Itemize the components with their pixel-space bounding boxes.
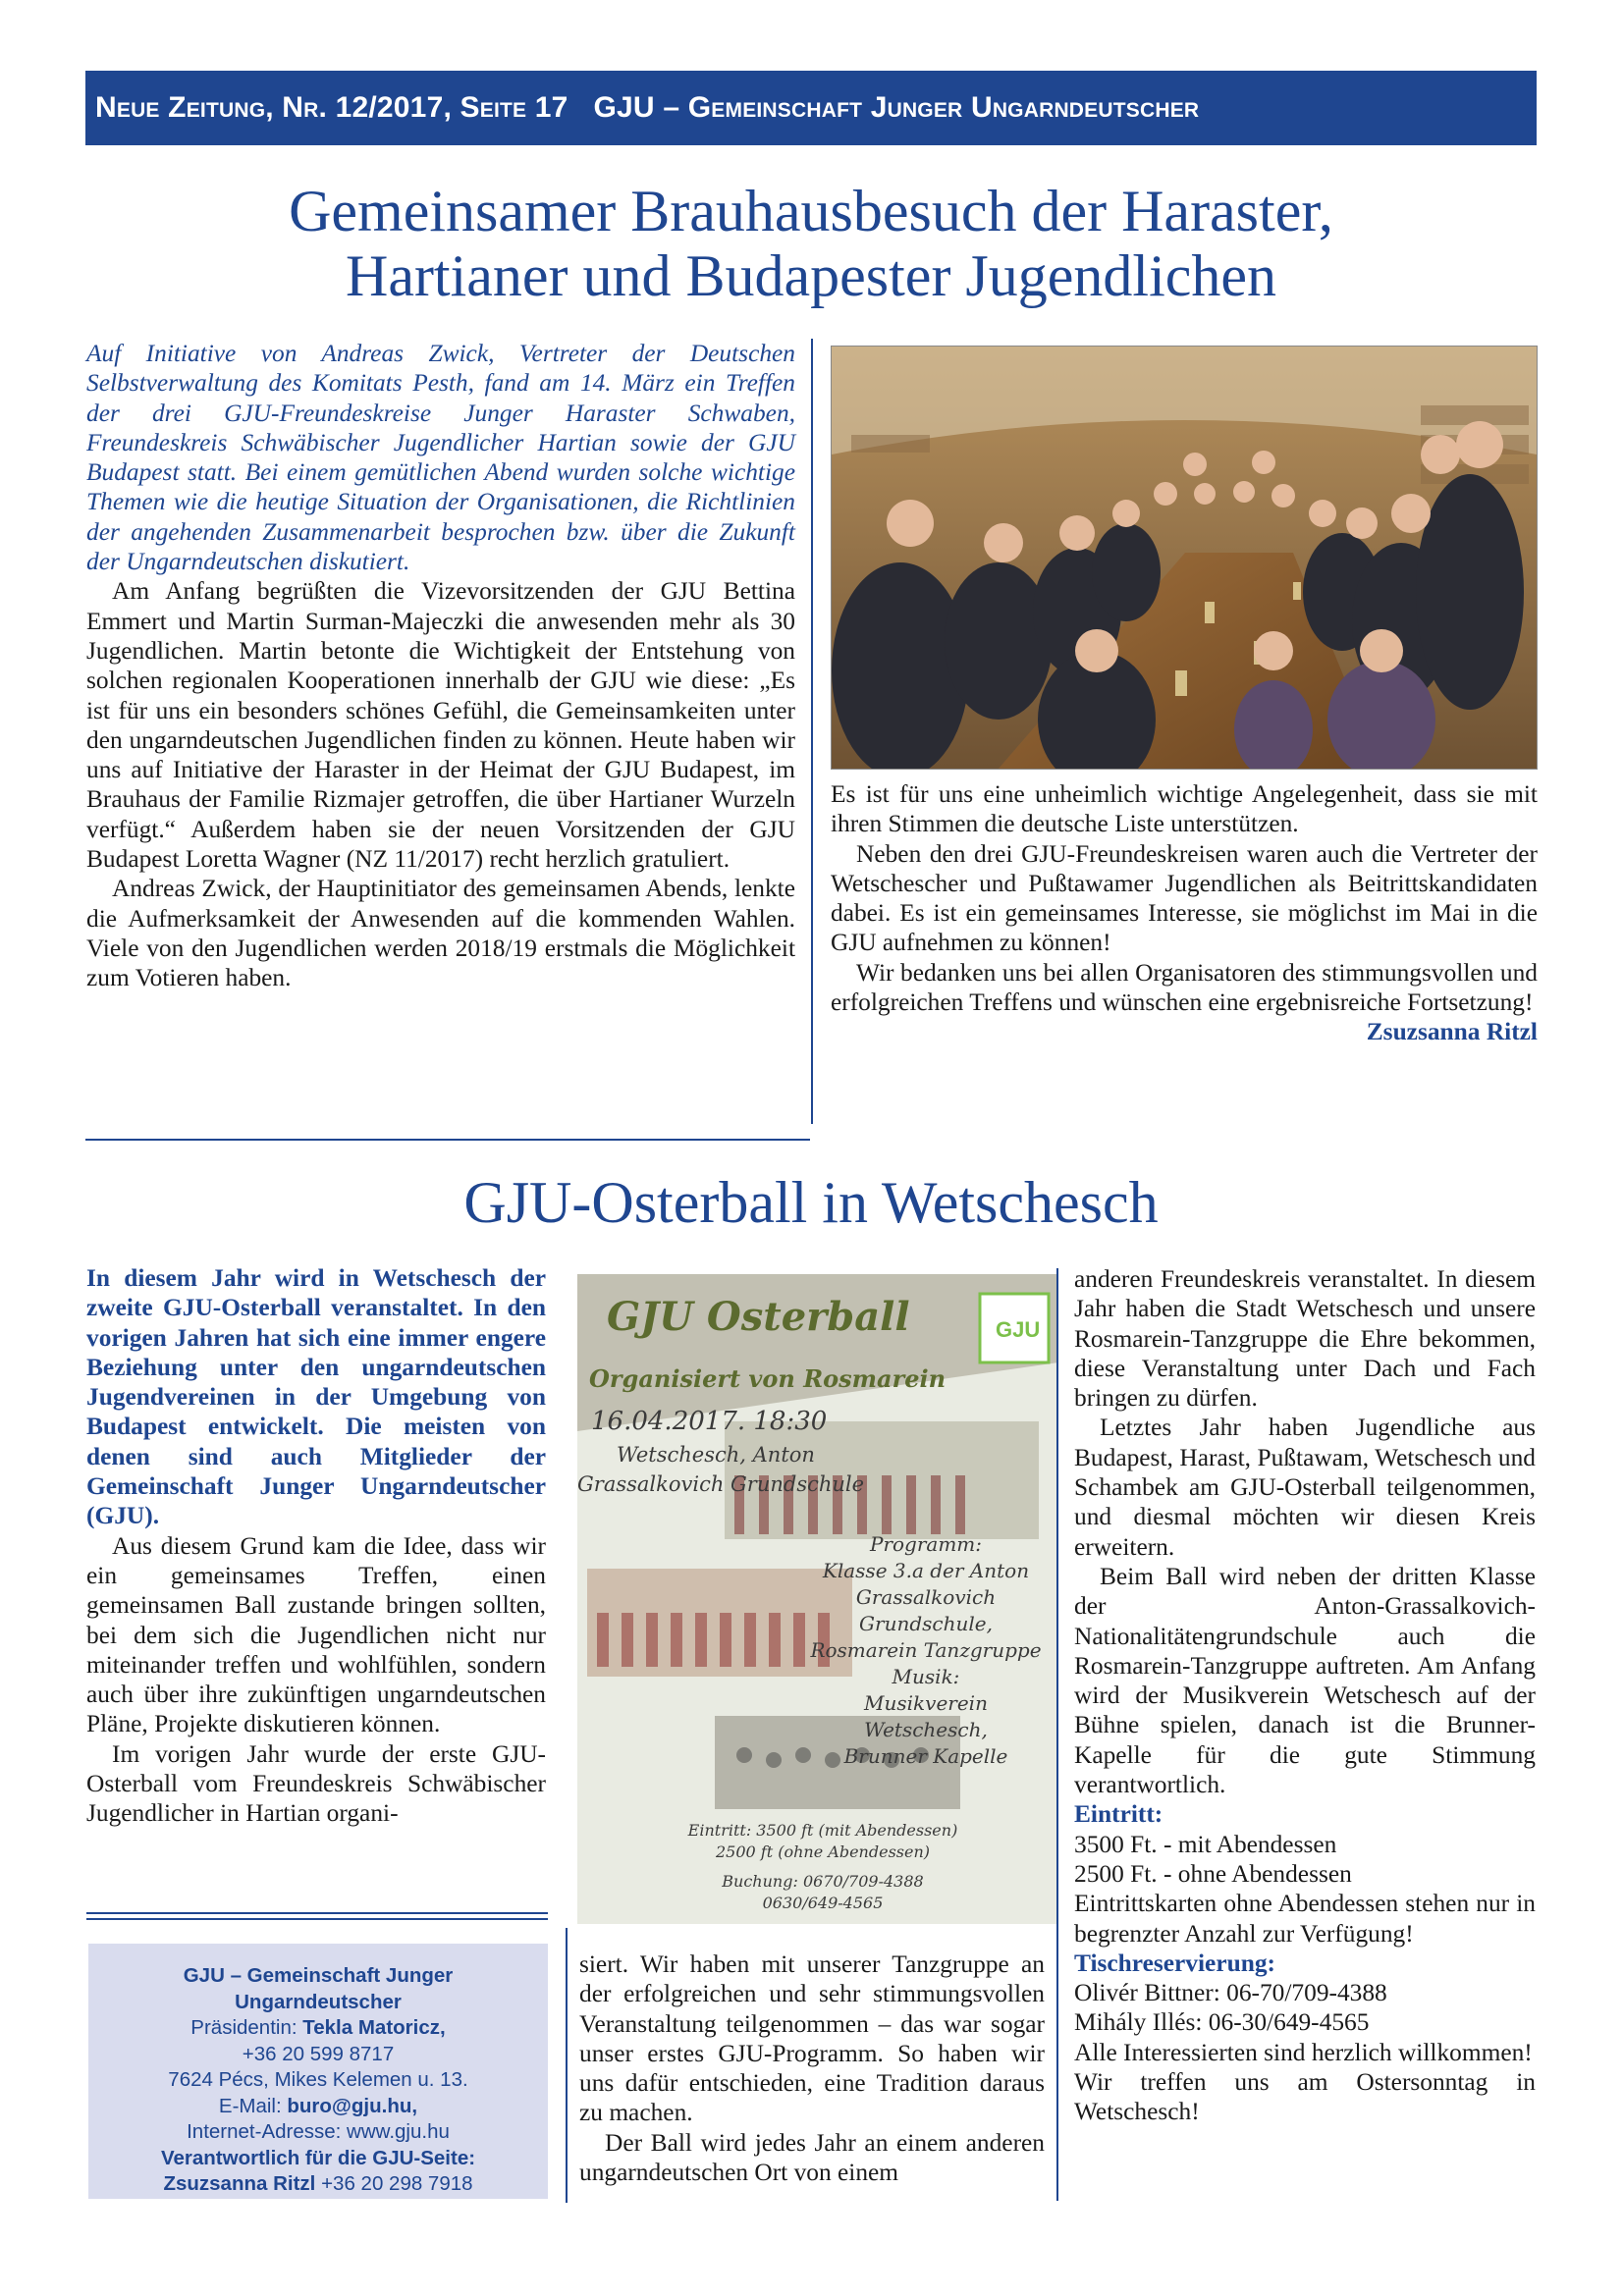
president-label: Präsidentin: bbox=[190, 2016, 303, 2039]
poster-program-item: Grassalkovich Grundschule, bbox=[855, 1585, 997, 1635]
email-label: E-Mail: bbox=[218, 2094, 288, 2117]
article1-paragraph: Am Anfang begrüßten die Vizevorsitzenden der GJU Bettina Emmert und Martin Surman-Majeczki die anwesenden mehr als 30 Jugendlichen. Martin betonte die Wichtigkeit der Entstehung von solchen regionalen Kooperationen innerhalb der GJU wie diese: „Es ist für uns ein besonders schönes Gefühl, die Gemeinsamkeiten unter den ungarndeutschen Jugendlichen finden zu können. Heute haben wir uns auf Initiative der Haraster in der Heimat der GJU Budapest, im Brauhaus der Familie Rizmajer getroffen, die über Hartianer Wurzeln verfügt.“ Außerdem haben sie der neuen Vorsitzenden der GJU Budapest Loretta Wagner (NZ 11/2017) recht herzlich gratuliert. bbox=[86, 577, 795, 874]
poster-place: Wetschesch, Anton bbox=[617, 1443, 815, 1467]
article1-paragraph: Andreas Zwick, der Hauptinitiator des gemeinsamen Abends, lenkte die Aufmerksamkeit der Anwesenden auf die kommenden Wahlen. Viele von den Jugendlichen werden 2018/19 erstmals die Möglichkeit zum Votieren haben. bbox=[86, 875, 795, 992]
reservation-label: Tischreservierung: bbox=[1074, 1949, 1275, 1977]
article2-paragraph: anderen Freundeskreis veranstaltet. In diesem Jahr haben die Stadt Wetschesch und unsere Rosmarein-Tanzgruppe die Ehre bekommen, diese Veranstaltung unter Dach und Fach bringen zu dürfen. bbox=[1074, 1265, 1536, 1413]
org-name: Ungarndeutscher bbox=[235, 1990, 402, 2013]
article2-paragraph: Im vorigen Jahr wurde der erste GJU-Osterball vom Freundeskreis Schwäbischer Jugendlicher in Hartian organi- bbox=[86, 1739, 546, 1828]
poster-place: Grassalkovich Grundschule bbox=[577, 1472, 865, 1496]
article2-paragraph: siert. Wir haben mit unserer Tanzgruppe an der erfolgreichen und sehr stimmungsvollen Veranstaltung teilgenommen – das war sogar unser erstes GJU-Programm. So haben wir uns dafür entschieden, eine Tradition daraus zu machen. bbox=[579, 1950, 1045, 2127]
poster-program-label: Programm: bbox=[869, 1532, 982, 1556]
responsible-label: Verantwortlich für die GJU-Seite: bbox=[160, 2146, 476, 2169]
entry-price: 3500 Ft. - mit Abendessen bbox=[1074, 1830, 1337, 1858]
section-divider bbox=[85, 1139, 810, 1141]
gju-contact-box bbox=[88, 1944, 548, 2199]
poster-organizer: Organisiert von Rosmarein bbox=[589, 1364, 947, 1393]
closing-line: Wir treffen uns am Ostersonntag in Wetschesch! bbox=[1074, 2068, 1536, 2126]
entry-label: Eintritt: bbox=[1074, 1800, 1163, 1829]
poster-music-item: Brunner Kapelle bbox=[843, 1744, 1008, 1768]
column-divider bbox=[811, 339, 813, 1124]
column-divider bbox=[1056, 1268, 1058, 2201]
poster-program bbox=[803, 1531, 1049, 1770]
poster-music-label: Musik: bbox=[892, 1665, 960, 1688]
article1-author: Zsuzsanna Ritzl bbox=[1366, 1018, 1538, 1046]
article2-paragraph: Der Ball wird jedes Jahr an einem anderen ungarndeutschen Ort von einem bbox=[579, 2128, 1045, 2187]
phone: +36 20 599 8717 bbox=[242, 2042, 395, 2065]
article1-paragraph: Es ist für uns eine unheimlich wichtige Angelegenheit, dass sie mit ihren Stimmen die deutsche Liste unterstützen. bbox=[831, 780, 1538, 838]
article1-paragraph: Wir bedanken uns bei allen Organisatoren des stimmungsvollen und erfolgreichen Treffens und wünschen eine ergebnisreiche Fortsetzung! bbox=[831, 958, 1538, 1017]
poster-booking bbox=[676, 1871, 970, 1914]
article2-paragraph: Beim Ball wird neben der dritten Klasse der Anton-Grassalkovich-Nationalitätengrundschule auch die Rosmarein-Tanzgruppe auftreten. Am Anfang wird der Musikverein Wetschesch auf der Bühne spielen, danach ist die Brunner-Kapelle für die gute Stimmung verantwortlich. bbox=[1074, 1562, 1536, 1799]
section-title: GJU – Gemeinschaft Junger Ungarndeutscher bbox=[593, 91, 1200, 124]
article2-left-column bbox=[86, 1263, 546, 1829]
entry-note: Eintrittskarten ohne Abendessen stehen nur in begrenzter Anzahl zur Verfügung! bbox=[1074, 1890, 1536, 1948]
poster-date: 16.04.2017. 18:30 bbox=[591, 1407, 828, 1436]
poster-music-item: Musikverein Wetschesch, bbox=[864, 1691, 988, 1741]
address: 7624 Pécs, Mikes Kelemen u. 13. bbox=[168, 2068, 468, 2091]
poster-booking-line: Buchung: 0670/709-4388 bbox=[722, 1872, 924, 1891]
entry-price: 2500 Ft. - ohne Abendessen bbox=[1074, 1859, 1352, 1888]
reservation-contact: Olivér Bittner: 06-70/709-4388 bbox=[1074, 1979, 1387, 2007]
gju-logo: GJU bbox=[996, 1317, 1041, 1342]
closing-line: Alle Interessierten sind herzlich willkommen! bbox=[1074, 2038, 1533, 2066]
poster-booking-line: 0630/649-4565 bbox=[762, 1894, 884, 1912]
email-link[interactable]: buro@gju.hu, bbox=[287, 2094, 418, 2117]
president-name: Tekla Matoricz, bbox=[302, 2016, 446, 2039]
poster-entry-line: Eintritt: 3500 ft (mit Abendessen) bbox=[687, 1821, 958, 1840]
article2-title: GJU-Osterball in Wetschesch bbox=[463, 1170, 1159, 1235]
article1-title bbox=[85, 179, 1537, 308]
infobox-rule bbox=[86, 1912, 548, 1914]
article1-title-line2: Hartianer und Budapester Jugendlichen bbox=[345, 243, 1277, 308]
poster-program-item: Rosmarein Tanzgruppe bbox=[810, 1638, 1042, 1662]
article1-paragraph: Neben den drei GJU-Freundeskreisen waren auch die Vertreter der Wetschescher und Pußtawamer Jugendlichen als Beitrittskandidaten dabei. Es ist ein gemeinsames Interesse, sie möglichst im Mai in die GJU aufnehmen zu können! bbox=[831, 839, 1538, 957]
article1-title-line1: Gemeinsamer Brauhausbesuch der Haraster, bbox=[289, 179, 1333, 243]
article2-paragraph: Letztes Jahr haben Jugendliche aus Budapest, Harast, Pußtawam, Wetschesch und Schambek am GJU-Osterball teilgenommen, und diesmal möchten wir diesen Kreis erweitern. bbox=[1074, 1414, 1536, 1561]
article2-intro: In diesem Jahr wird in Wetschesch der zweite GJU-Osterball veranstaltet. In den vorigen Jahren hat sich eine immer engere Beziehung unter den ungarndeutschen Jugendvereinen in der Umgebung von Budapest entwickelt. Die meisten von denen sind auch Mitglieder der Gemeinschaft Junger Ungarndeutscher (GJU). bbox=[86, 1264, 546, 1530]
article2-right-column bbox=[1074, 1264, 1536, 2127]
website-link[interactable]: Internet-Adresse: www.gju.hu bbox=[187, 2120, 450, 2143]
poster-title: GJU Osterball bbox=[607, 1294, 910, 1340]
org-name: GJU – Gemeinschaft Junger bbox=[183, 1964, 454, 1987]
poster-program-item: Klasse 3.a der Anton bbox=[822, 1559, 1030, 1582]
group-photo bbox=[831, 346, 1538, 770]
poster-entry-line: 2500 ft (ohne Abendessen) bbox=[716, 1842, 930, 1861]
article1-intro: Auf Initiative von Andreas Zwick, Vertreter der Deutschen Selbstverwaltung des Komitats Pesth, fand am 14. März ein Treffen der drei GJU-Freundeskreise Junger Haraster Schwaben, Freundeskreis Schwäbischer Jugendlicher Hartian sowie der GJU Budapest statt. Bei einem gemütlichen Abend wurden solche wichtige Themen wie die heutige Situation der Organisationen, die Richtlinien der angehenden Zusammenarbeit besprochen bzw. über die Zukunft der Ungarndeutschen diskutiert. bbox=[86, 340, 795, 576]
responsible-phone: +36 20 298 7918 bbox=[315, 2172, 473, 2195]
poster-entry bbox=[676, 1820, 970, 1863]
publication-info: Neue Zeitung, Nr. 12/2017, Seite 17 bbox=[95, 91, 568, 124]
responsible-name: Zsuzsanna Ritzl bbox=[163, 2172, 316, 2195]
article2-paragraph: Aus diesem Grund kam die Idee, dass wir ein gemeinsames Treffen, einen gemeinsamen Ball zustande bringen sollten, bei dem sich die Jugendlichen nicht nur miteinander treffen und wohlfühlen, sondern auch über ihre zukünftigen ungarndeutschen Pläne, Projekte diskutieren können. bbox=[86, 1531, 546, 1738]
article2-middle-column bbox=[579, 1949, 1045, 2187]
article1-right-column bbox=[831, 779, 1538, 1047]
header-bar bbox=[85, 71, 1537, 145]
column-divider bbox=[566, 1928, 568, 2203]
reservation-contact: Mihály Illés: 06-30/649-4565 bbox=[1074, 2008, 1370, 2037]
article1-left-column bbox=[86, 339, 795, 993]
osterball-poster bbox=[577, 1274, 1058, 1924]
group-photo-image bbox=[832, 347, 1537, 769]
infobox-rule bbox=[86, 1918, 548, 1920]
